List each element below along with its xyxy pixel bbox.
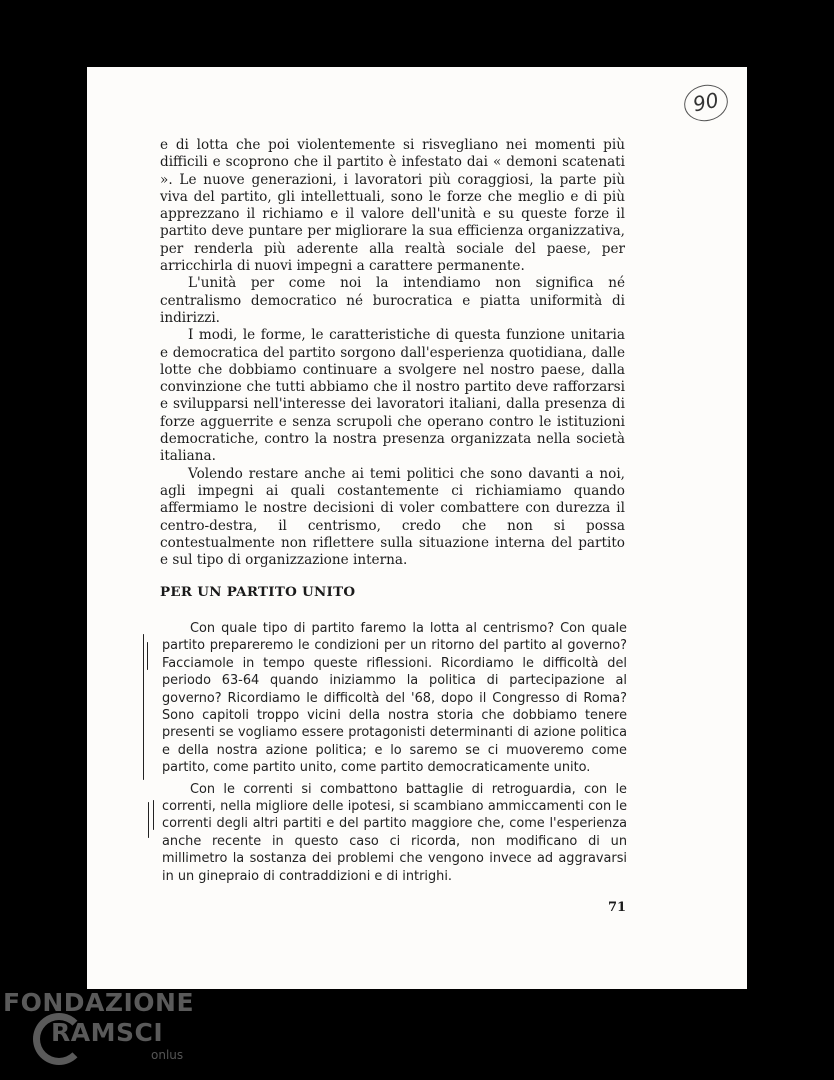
paragraph: I modi, le forme, le caratteristiche di questa funzione unitaria e democratica del partito sorgono dall'esperienza quotidiana, dalle lotte che dobbiamo continuare a svolgere nel nostro paese, dalla convinzione che tutti abbiamo che il nostro partito deve rafforzarsi e svilupparsi nell'interesse dei lavoratori italiani, dalla presenza di forze agguerrite e senza scrupoli che operano contro le istituzioni democratiche, contro la nostra presenza organizzata nella società italiana. [160,327,625,465]
paragraph: Con quale tipo di partito faremo la lotta al centrismo? Con quale partito prepareremo le condizioni per un ritorno del partito al governo? Facciamole in tempo queste riflessioni. Ricordiamo le difficoltà del periodo 63-64 quando iniziammo la politica di partecipazione al governo? Ricordiamo le difficoltà del '68, dopo il Congresso di Roma? Sono capitoli troppo vicini della nostra storia che dobbiamo tenere presenti se vogliamo essere protagonisti determinanti di azione politica e della nostra azione politica; e lo saremo se ci muoveremo come partito, come partito unito, come partito democraticamente unito. [162,621,627,776]
document-page [87,67,747,989]
margin-mark [143,634,144,780]
paragraph: L'unità per come noi la intendiamo non significa né centralismo democratico né burocratica e piatta uniformità di indirizzi. [160,275,625,326]
page-number: 71 [608,900,627,915]
paragraph: Volendo restare anche ai temi politici che sono davanti a noi, agli impegni ai quali costantemente ci richiamiamo quando affermiamo le nostre decisioni di voler combattere con durezza il centro-destra, il centrismo, credo che non si possa contestualmente non riflettere sulla situazione interna del partito e sul tipo di organizzazione interna. [160,465,625,569]
logo-text-line2: RAMSCI [51,1018,164,1047]
margin-mark [153,800,154,830]
text-section-2 [162,620,627,885]
logo-text-line3: onlus [151,1048,184,1062]
logo-text-line1: FONDAZIONE [3,988,195,1017]
paragraph: e di lotta che poi violentemente si risvegliano nei momenti più difficili e scoprono che il partito è infestato dai « demoni scatenati ». Le nuove generazioni, i lavoratori più coraggiosi, la parte più viva del partito, gli intellettuali, sono le forze che meglio e di più apprezzano il richiamo e il valore dell'unità e su queste forze il partito deve puntare per migliorare la sua efficienza organizzativa, per renderla più aderente alla realtà sociale del paese, per arricchirla di nuovi impegni a carattere permanente. [160,137,625,275]
handwritten-page-number: 90 [681,81,732,125]
margin-mark [147,642,148,670]
margin-mark [148,802,149,838]
section-heading: PER UN PARTITO UNITO [160,584,356,600]
fondazione-gramsci-logo [3,988,213,1078]
paragraph: Con le correnti si combattono battaglie di retroguardia, con le correnti, nella migliore delle ipotesi, si scambiano ammiccamenti con le correnti degli altri partiti e del partito maggiore che, come l'esperienza anche recente in questo caso ci ricorda, non modificano di un millimetro la sostanza dei problemi che vengono invece ad aggravarsi in un ginepraio di contraddizioni e di intrighi. [162,781,627,884]
text-section-1 [160,137,625,569]
